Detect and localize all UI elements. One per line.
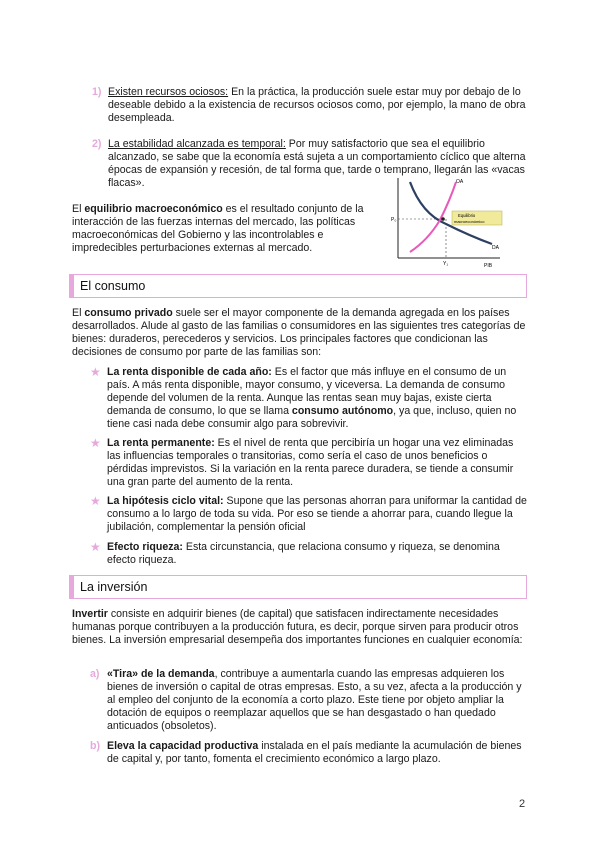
text: suele ser el mayor componente de la demanda agregada en los países desarrollados. Alude al gasto de las familias o consumidores en las siguientes tres categorías de bienes: duraderos, perecederos y servicios. Los principales factores que condicionan las decisiones de consumo por parte de las familias son: (72, 307, 526, 358)
item-text: , contribuye a aumentarla cuando las empresas adquieren los bienes de inversión o capital de otras empresas. Esto, a su vez, afecta a la producción y al empleo del conjunto de la economía a corto plazo. Este tiene por objeto ampliar la dotación de equipos o reemplazar aquellos que se han desgastado o han quedado anticuados (obsoletos). (107, 668, 522, 732)
heading-text: El consumo (80, 279, 146, 293)
bold-term: consumo autónomo (291, 405, 394, 417)
label-y1: Y₁ (443, 261, 449, 267)
section-heading-consumo (69, 274, 527, 298)
consumo-item-efecto-riqueza (107, 541, 527, 567)
item-title: La hipótesis ciclo vital: (107, 495, 224, 507)
bold-term: consumo privado (84, 307, 173, 319)
consumo-intro (72, 307, 528, 359)
consumo-item-renta-disponible (107, 366, 527, 431)
list-marker-b: b) (90, 740, 100, 752)
star-bullet-icon: ★ (90, 494, 101, 508)
page-number: 2 (519, 798, 526, 810)
section-heading-inversion (69, 575, 527, 599)
label-oa: OA (456, 179, 464, 185)
item-title: Efecto riqueza: (107, 541, 183, 553)
item-title: La renta permanente: (107, 437, 215, 449)
text: El (72, 203, 85, 215)
star-bullet-icon: ★ (90, 365, 101, 379)
item-text: Por muy satisfactorio que sea el equilibrio alcanzado, se sabe que la economía está sujeta a un comportamiento cíclico que alterna épocas de expansión y recesión, de tal forma que, tarde o temprano, llegarán las «vacas flacas». (108, 138, 526, 189)
text: es el resultado conjunto de la interacción de las fuerzas internas del mercado, las políticas macroeconómicas del Gobierno y las incontrolables e impredecibles perturbaciones externas al mercado. (72, 203, 364, 254)
item-title: La renta disponible de cada año: (107, 366, 272, 378)
label-pib: PIB (484, 263, 493, 269)
consumo-item-ciclo-vital (107, 495, 527, 534)
list-marker-1: 1) (92, 86, 102, 98)
label-da: DA (492, 245, 499, 251)
item-title: Eleva la capacidad productiva (107, 740, 259, 752)
star-bullet-icon: ★ (90, 540, 101, 554)
item-text: En la práctica, la producción suele estar muy por debajo de lo deseable debido a la existencia de recursos ociosos como, por ejemplo, la mano de obra desempleada. (108, 86, 526, 124)
callout-line1: Equilibrio (458, 213, 476, 218)
item-text: instalada en el país mediante la acumulación de bienes de capital y, por tanto, fomenta el crecimiento económico a largo plazo. (107, 740, 522, 765)
list-marker-a: a) (90, 668, 100, 680)
label-p: P₀ (391, 217, 397, 223)
inversion-item-tira-demanda (107, 668, 527, 733)
text: consiste en adquirir bienes (de capital) que satisfacen indirectamente necesidades humanas porque contribuyen a la producción futura, es decir, porque sirven para producir otros bienes. La inversión empresarial desempeña dos importantes funciones en cualquier economía: (72, 608, 523, 646)
bold-term: Invertir (72, 608, 108, 620)
bold-term: equilibrio macroeconómico (84, 203, 223, 215)
callout-line2: macroeconómico (454, 219, 485, 224)
item-text: Es el factor que más influye en el consumo de un país. A más renta disponible, mayor consumo, y viceversa. La demanda de consumo depende del volumen de la renta. Aunque las rentas sean muy bajas, existe cierta demanda de consumo, lo que se llama (107, 366, 507, 417)
item-text: , ya que, incluso, quien no tiene casi nada debe consumir algo para sobrevivir. (107, 405, 517, 430)
list-marker-2: 2) (92, 138, 102, 150)
equilibrium-diagram (388, 174, 506, 270)
item-text: Supone que las personas ahorran para uniformar la cantidad de consumo a lo largo de toda su vida. Por eso se tiende a ahorrar para, cuando llegue la jubilación, complementar la pensión oficial (107, 495, 527, 533)
item-text: Es el nivel de renta que percibiría un hogar una vez eliminadas las influencias temporales o transitorias, como sería el caso de unos beneficios o pérdidas imprevistos. Si la variación en la renta parece duradera, se tiende a consumir una gran parte del aumento de la renta. (107, 437, 514, 488)
equilibrio-paragraph (72, 203, 380, 255)
star-bullet-icon: ★ (90, 436, 101, 450)
inversion-intro (72, 608, 528, 647)
list-item-recursos-ociosos (108, 86, 526, 125)
equilibrium-point (441, 217, 445, 221)
consumo-item-renta-permanente (107, 437, 527, 489)
item-title: Existen recursos ociosos: (108, 86, 229, 98)
heading-text: La inversión (80, 580, 148, 594)
item-title: «Tira» de la demanda (107, 668, 215, 680)
text: El (72, 307, 85, 319)
inversion-item-capacidad (107, 740, 527, 766)
item-title: La estabilidad alcanzada es temporal: (108, 138, 286, 150)
item-text: Esta circunstancia, que relaciona consumo y riqueza, se denomina efecto riqueza. (107, 541, 500, 566)
